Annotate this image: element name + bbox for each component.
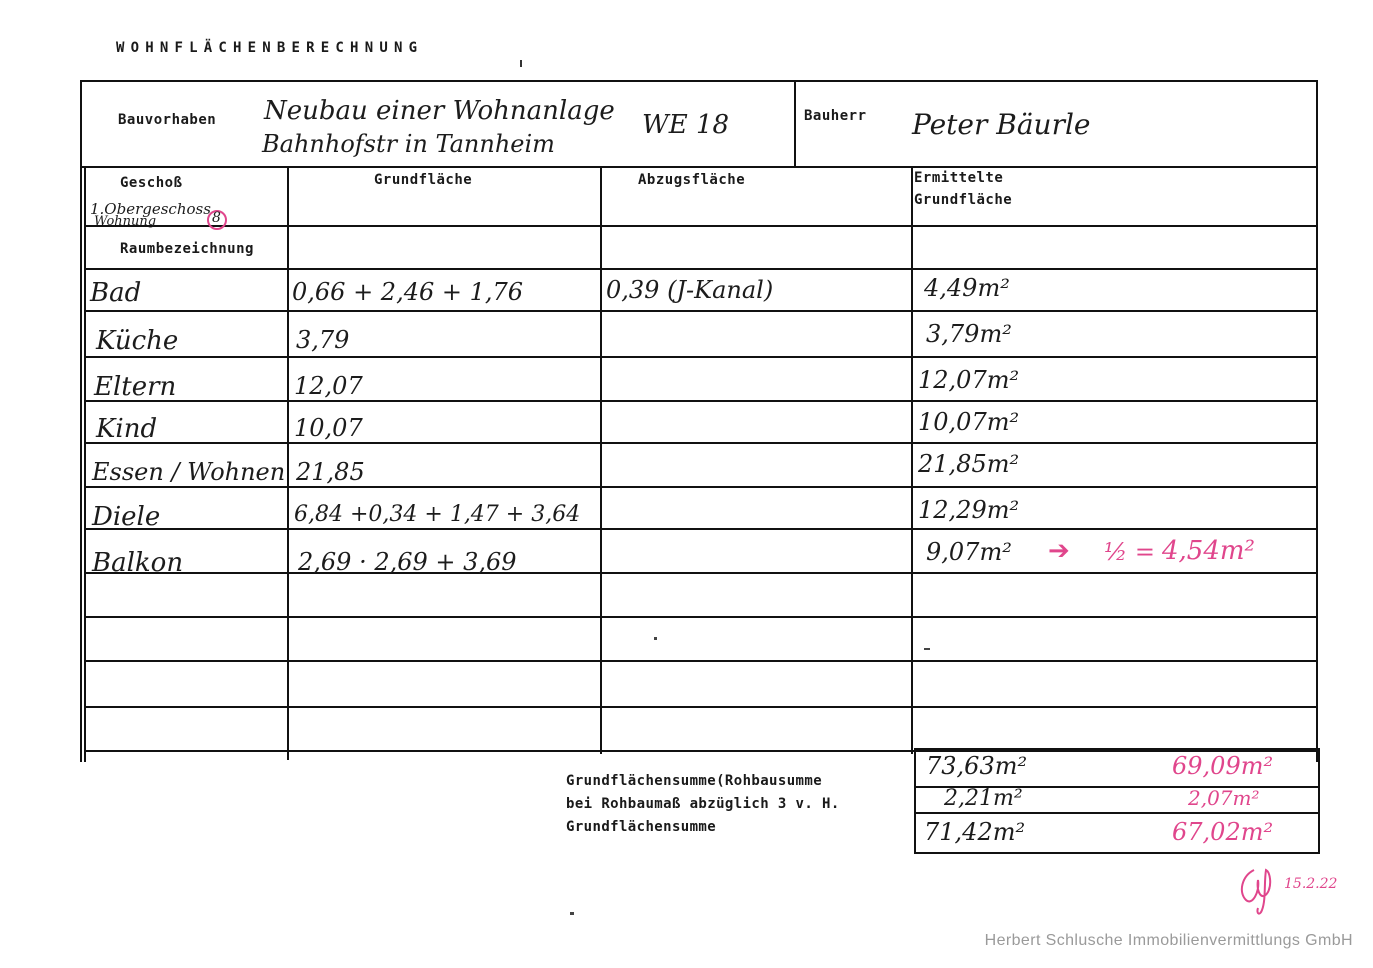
company-watermark: Herbert Schlusche Immobilienvermittlungs GmbH: [984, 932, 1353, 949]
row-line-6: [84, 528, 1318, 530]
row-line-7: [84, 572, 1318, 574]
row-ermittelt: 4,49m²: [924, 274, 1010, 302]
row-line-1: [84, 310, 1318, 312]
corrected-result: 67,02m²: [1172, 818, 1274, 846]
unit-number: WE 18: [642, 110, 730, 140]
bauherr-label: Bauherr: [804, 108, 867, 124]
row-line-head: [84, 225, 1318, 227]
row-raum: Bad: [90, 278, 142, 308]
grundflaeche-header: Grundfläche: [374, 172, 473, 188]
corrected-total: 69,09m²: [1172, 752, 1274, 780]
row-raum: Diele: [92, 502, 161, 532]
row-line-8: [84, 616, 1318, 618]
signature-date: 15.2.22: [1284, 876, 1338, 892]
row-ermittelt: 12,29m²: [918, 496, 1020, 524]
wohnung-label: Wohnung: [94, 214, 157, 229]
row-ermittelt: 21,85m²: [918, 450, 1020, 478]
corrected-deduction: 2,07m²: [1188, 786, 1260, 810]
col-line-2: [600, 166, 602, 754]
row-raum: Kind: [96, 414, 158, 444]
summary-total: 73,63m²: [926, 752, 1028, 780]
scan-dot: [654, 637, 657, 640]
row-grund: 2,69 · 2,69 + 3,69: [298, 548, 517, 576]
row-grund: 12,07: [294, 372, 363, 400]
col-line-0: [84, 166, 86, 762]
summary-result: 71,42m²: [924, 818, 1026, 846]
bauherr-name: Peter Bäurle: [912, 108, 1091, 141]
ermittelt-header-1: Ermittelte: [914, 170, 1004, 186]
row-line-9: [84, 660, 1318, 662]
row-raum: Küche: [96, 326, 179, 356]
row-ermittelt: 9,07m²: [926, 538, 1012, 566]
row-grund: 3,79: [296, 326, 350, 354]
row-line-2: [84, 356, 1318, 358]
header-row: [82, 82, 1316, 168]
bauvorhaben-line1: Neubau einer Wohnanlage: [264, 96, 615, 126]
row-ermittelt: 12,07m²: [918, 366, 1020, 394]
abzug-header: Abzugsfläche: [638, 172, 746, 188]
bauvorhaben-line2: Bahnhofstr in Tannheim: [262, 130, 555, 158]
summary-labels: [566, 770, 840, 839]
balkon-fraction: ½ =: [1104, 538, 1155, 566]
geschoss-value: 1.Obergeschoss: [90, 200, 211, 218]
col-line-3: [911, 166, 913, 754]
row-grund: 10,07: [294, 414, 363, 442]
ermittelt-header-2: Grundfläche: [914, 192, 1013, 208]
summary-deduction: 2,21m²: [944, 786, 1023, 811]
row-line-5: [84, 486, 1318, 488]
summary-label-3: Grundflächensumme: [566, 819, 717, 835]
tick-mark: [520, 60, 522, 67]
row-grund: 21,85: [296, 458, 365, 486]
row-grund: 0,66 + 2,46 + 1,76: [292, 278, 524, 306]
raum-header: Raumbezeichnung: [120, 241, 254, 257]
wohnung-number: 8: [212, 210, 221, 226]
balkon-half-value: 4,54m²: [1162, 536, 1255, 566]
row-line-3: [84, 400, 1318, 402]
geschoss-header: Geschoß: [120, 175, 183, 191]
row-abzug: 0,39 (J-Kanal): [606, 276, 774, 304]
signature: [1236, 862, 1338, 922]
row-ermittelt: 3,79m²: [926, 320, 1012, 348]
row-raum: Eltern: [94, 372, 177, 402]
row-line-4: [84, 442, 1318, 444]
header-divider: [794, 82, 796, 168]
col-line-1: [287, 166, 289, 760]
bauvorhaben-label: Bauvorhaben: [118, 112, 217, 128]
arrow-icon: ➔: [1048, 536, 1070, 566]
row-line-10: [84, 706, 1318, 708]
row-ermittelt: 10,07m²: [918, 408, 1020, 436]
row-raum: Essen / Wohnen: [92, 458, 286, 486]
scan-dot: [570, 912, 574, 915]
row-raum: Balkon: [92, 548, 184, 578]
summary-label-2: bei Rohbaumaß abzüglich 3 v. H.: [566, 796, 840, 812]
row-grund: 6,84 +0,34 + 1,47 + 3,64: [294, 502, 581, 527]
document-title: WOHNFLÄCHENBERECHNUNG: [116, 40, 424, 56]
summary-line: [916, 812, 1318, 814]
row-line-0: [84, 268, 1318, 270]
summary-label-1: Grundflächensumme(Rohbausumme: [566, 773, 823, 789]
scan-dash: [924, 648, 930, 650]
